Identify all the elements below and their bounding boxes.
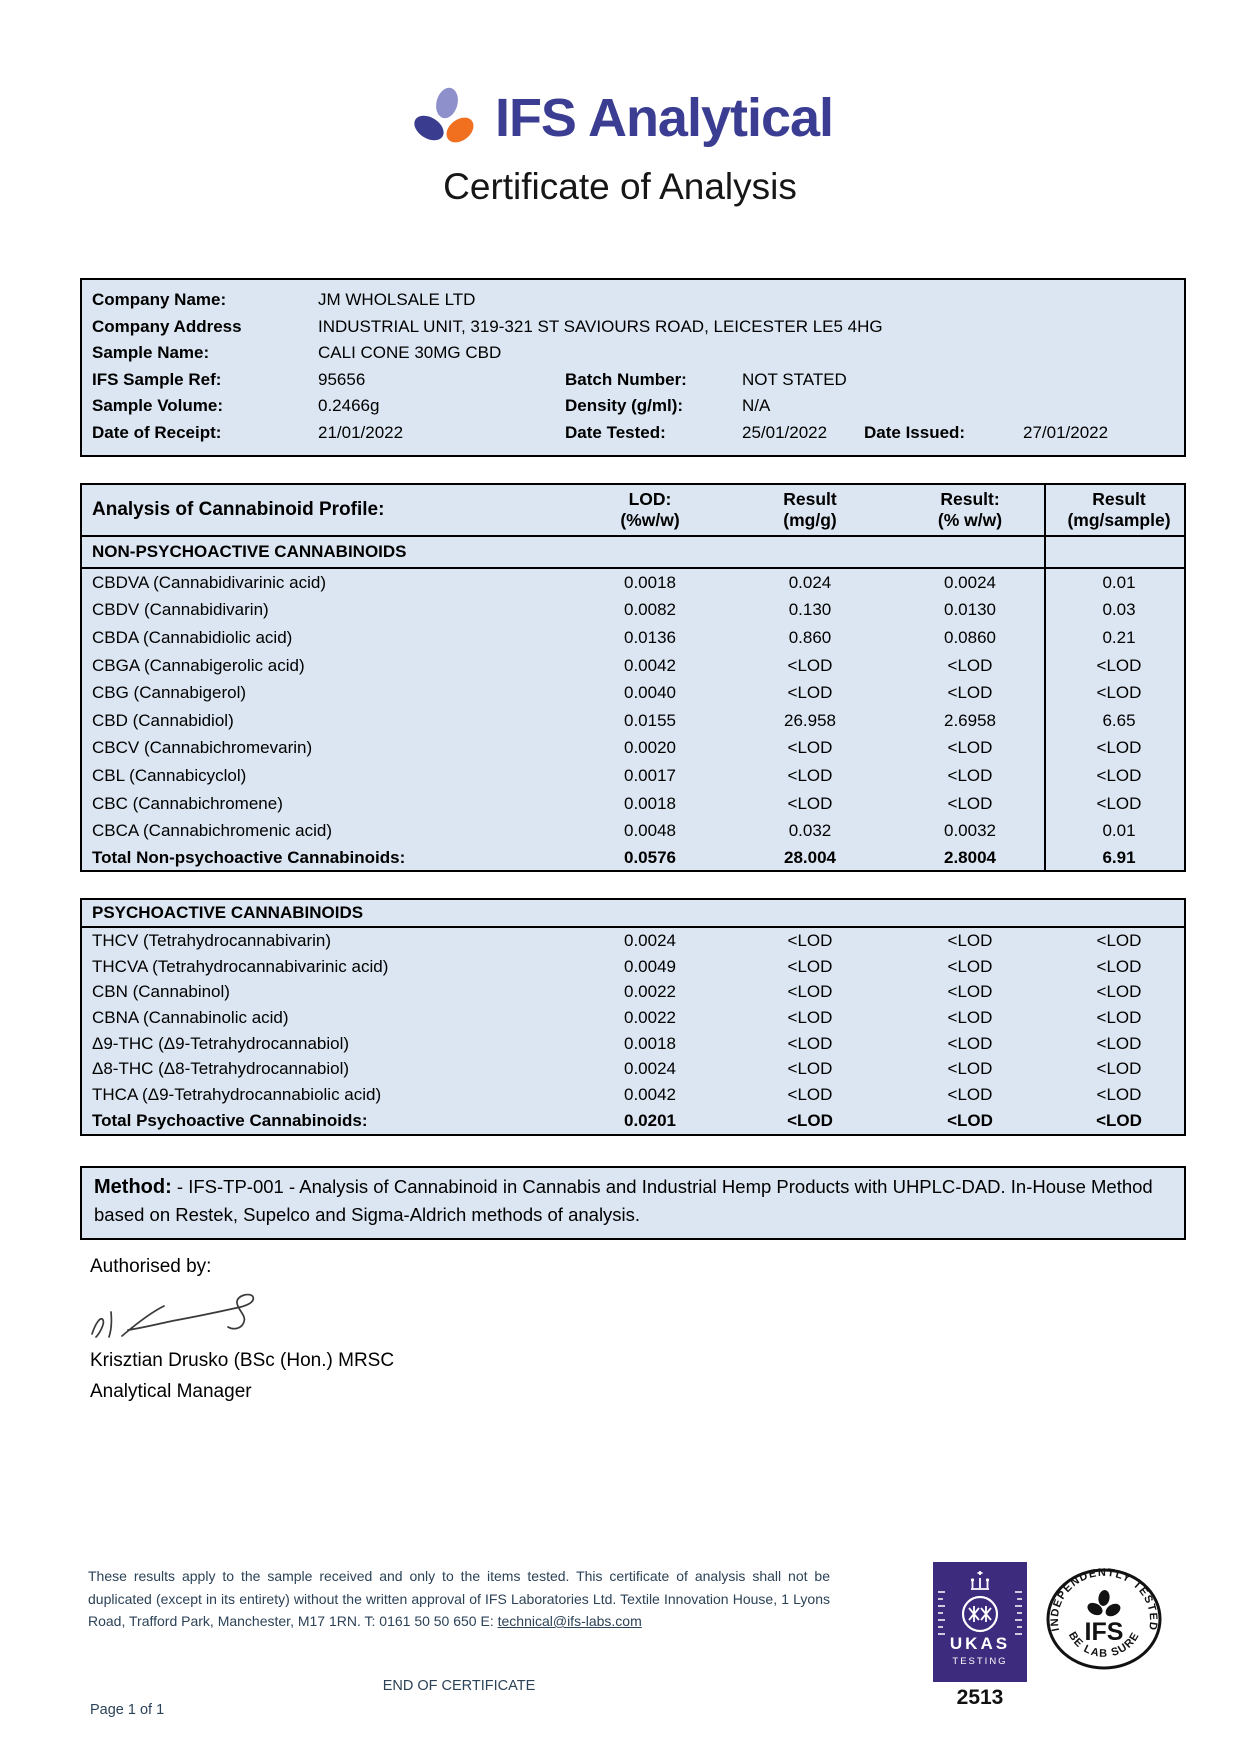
analyte-name: CBN (Cannabinol) [92, 982, 230, 1002]
analyte-value: 0.01 [1102, 821, 1136, 841]
table-row [82, 979, 1184, 1005]
analyte-value: <LOD [1096, 793, 1142, 813]
brand-logo [0, 86, 1240, 150]
analyte-value: 2.6958 [944, 710, 996, 730]
analyte-value: 0.0082 [624, 600, 676, 620]
analyte-value: <LOD [947, 738, 993, 758]
table-body [82, 569, 1184, 872]
info-value: 25/01/2022 [742, 422, 828, 442]
analyte-name: Total Psychoactive Cannabinoids: [92, 1111, 368, 1131]
analyte-name: Δ9-THC (Δ9-Tetrahydrocannabiol) [92, 1033, 350, 1053]
total-row [82, 845, 1184, 872]
analyte-value: <LOD [787, 683, 833, 703]
analyte-value: 0.130 [788, 600, 832, 620]
authorised-by-label: Authorised by: [90, 1256, 212, 1277]
table-body [82, 928, 1184, 1135]
analyte-value: <LOD [947, 765, 993, 785]
analyte-value: 0.21 [1102, 627, 1136, 647]
section-header-nonpsychoactive: NON-PSYCHOACTIVE CANNABINOIDS [82, 537, 1184, 569]
analyte-value: <LOD [1096, 1033, 1142, 1053]
column-header-pct-ww: Result: (% w/w) [937, 489, 1003, 530]
method-label: Method: [94, 1176, 172, 1198]
info-label: IFS Sample Ref: [92, 369, 222, 389]
table-row [82, 707, 1184, 735]
analyte-name: Total Non-psychoactive Cannabinoids: [92, 848, 406, 868]
email-link[interactable]: technical@ifs-labs.com [497, 1613, 642, 1629]
analyte-value: 0.0130 [944, 600, 996, 620]
signatory-role: Analytical Manager [90, 1381, 252, 1402]
analyte-value: 0.0201 [624, 1111, 676, 1131]
info-value: 0.2466g [318, 396, 380, 415]
analyte-value: 0.0024 [624, 1059, 676, 1079]
analyte-value: 0.0017 [624, 765, 676, 785]
page-number: Page 1 of 1 [90, 1702, 165, 1718]
info-row [92, 367, 1184, 394]
analyte-value: <LOD [947, 1007, 993, 1027]
table-row [82, 1005, 1184, 1031]
analyte-value: 0.0136 [624, 627, 676, 647]
analyte-value: <LOD [947, 655, 993, 675]
table-row [82, 762, 1184, 790]
analyte-value: <LOD [947, 1084, 993, 1104]
analyte-value: 0.0024 [624, 930, 676, 950]
sample-info-panel [80, 278, 1186, 457]
table-row [82, 1056, 1184, 1082]
column-header-mg-sample: Result (mg/sample) [1067, 489, 1171, 530]
analyte-value: 0.0024 [944, 572, 996, 592]
method-panel [80, 1166, 1186, 1240]
end-of-certificate-label: END OF CERTIFICATE [382, 1678, 536, 1694]
ukas-sub-label: TESTING [952, 1656, 1008, 1667]
analyte-value: <LOD [947, 1111, 993, 1131]
brand-name: IFS Analytical [494, 88, 834, 148]
info-row [92, 314, 1184, 341]
analyte-value: 0.0049 [624, 956, 676, 976]
info-row [92, 340, 1184, 367]
analyte-value: 0.0022 [624, 1007, 676, 1027]
analyte-value: <LOD [1096, 982, 1142, 1002]
info-label: Date Tested: [565, 422, 666, 442]
analyte-value: <LOD [1096, 1059, 1142, 1079]
analyte-value: <LOD [1096, 1111, 1142, 1131]
table-row [82, 597, 1184, 625]
info-value: INDUSTRIAL UNIT, 319-321 ST SAVIOURS ROAD, LEICESTER LE5 4HG [318, 316, 883, 336]
table-header-row [82, 485, 1184, 537]
document-title: Certificate of Analysis [443, 166, 797, 207]
analyte-name: CBG (Cannabigerol) [92, 683, 247, 703]
signature-image [84, 1284, 269, 1344]
section-header-psychoactive: PSYCHOACTIVE CANNABINOIDS [82, 900, 1184, 928]
info-value: N/A [742, 396, 771, 415]
table-row [82, 569, 1184, 597]
column-header-mg-g: Result (mg/g) [783, 489, 837, 530]
analyte-value: 26.958 [784, 710, 836, 730]
info-value: 21/01/2022 [318, 422, 404, 442]
analyte-value: 0.0042 [624, 1084, 676, 1104]
analyte-name: CBDA (Cannabidiolic acid) [92, 627, 293, 647]
info-value: JM WHOLSALE LTD [318, 290, 476, 309]
analyte-value: <LOD [787, 738, 833, 758]
info-label: Date Issued: [864, 422, 966, 442]
table-title: Analysis of Cannabinoid Profile: [92, 499, 385, 520]
info-row [92, 420, 1184, 447]
ifs-independently-tested-stamp [1045, 1567, 1163, 1671]
analyte-name: THCV (Tetrahydrocannabivarin) [92, 930, 332, 950]
analyte-name: CBL (Cannabicyclol) [92, 765, 247, 785]
analyte-value: 0.0040 [624, 683, 676, 703]
analyte-value: <LOD [1096, 1084, 1142, 1104]
analyte-value: 6.91 [1102, 848, 1136, 868]
analyte-name: CBD (Cannabidiol) [92, 710, 234, 730]
info-value: NOT STATED [742, 369, 847, 389]
analyte-name: CBNA (Cannabinolic acid) [92, 1007, 289, 1027]
analyte-value: 6.65 [1102, 710, 1136, 730]
table-nonpsychoactive-cannabinoids [80, 483, 1186, 872]
analyte-value: <LOD [787, 1033, 833, 1053]
info-label: Company Address [92, 316, 242, 336]
analyte-value: 0.0576 [624, 848, 676, 868]
analyte-value: 0.0018 [624, 1033, 676, 1053]
analyte-value: <LOD [1096, 765, 1142, 785]
analyte-value: 0.0032 [944, 821, 996, 841]
stamp-top-text: INDEPENDENTLY TESTED [1048, 1567, 1160, 1633]
total-row [82, 1108, 1184, 1135]
table-row [82, 817, 1184, 845]
info-value: 27/01/2022 [1023, 422, 1109, 442]
table-row [82, 679, 1184, 707]
analyte-value: <LOD [787, 982, 833, 1002]
analyte-value: <LOD [947, 1033, 993, 1053]
signatory-name: Krisztian Drusko (BSc (Hon.) MRSC [90, 1350, 395, 1371]
analyte-value: <LOD [1096, 738, 1142, 758]
analyte-value: <LOD [1096, 1007, 1142, 1027]
analyte-value: 0.0155 [624, 710, 676, 730]
info-value: CALI CONE 30MG CBD [318, 343, 502, 362]
analyte-value: 0.0020 [624, 738, 676, 758]
analyte-value: <LOD [947, 982, 993, 1002]
analyte-name: Δ8-THC (Δ8-Tetrahydrocannabiol) [92, 1059, 350, 1079]
analyte-name: CBGA (Cannabigerolic acid) [92, 655, 305, 675]
analyte-value: <LOD [1096, 655, 1142, 675]
table-row [82, 1031, 1184, 1057]
info-row [92, 393, 1184, 420]
column-header-lod: LOD: (%w/w) [620, 489, 680, 530]
analyte-value: 0.0048 [624, 821, 676, 841]
analyte-name: THCA (Δ9-Tetrahydrocannabiolic acid) [92, 1084, 382, 1104]
table-row [82, 735, 1184, 763]
analyte-value: <LOD [787, 1111, 833, 1131]
ukas-accreditation-number: 2513 [956, 1686, 1004, 1709]
ukas-label: UKAS [949, 1634, 1011, 1653]
table-row [82, 1082, 1184, 1108]
analyte-name: CBDV (Cannabidivarin) [92, 600, 269, 620]
analyte-name: CBC (Cannabichromene) [92, 793, 283, 813]
info-label: Date of Receipt: [92, 422, 222, 442]
analyte-value: <LOD [787, 765, 833, 785]
analyte-value: <LOD [947, 793, 993, 813]
analyte-value: <LOD [787, 793, 833, 813]
analyte-value: 2.8004 [944, 848, 996, 868]
analyte-value: 0.032 [788, 821, 832, 841]
analyte-name: CBCA (Cannabichromenic acid) [92, 821, 332, 841]
info-label: Batch Number: [565, 369, 687, 389]
analyte-value: 0.0022 [624, 982, 676, 1002]
analyte-value: 0.860 [788, 627, 832, 647]
analyte-value: 0.0018 [624, 793, 676, 813]
analyte-value: <LOD [787, 1084, 833, 1104]
analyte-value: <LOD [1096, 683, 1142, 703]
info-label: Sample Volume: [92, 396, 223, 415]
table-psychoactive-cannabinoids [80, 898, 1186, 1136]
analyte-value: <LOD [947, 930, 993, 950]
analyte-name: CBDVA (Cannabidivarinic acid) [92, 572, 327, 592]
analyte-value: <LOD [947, 1059, 993, 1079]
analyte-name: THCVA (Tetrahydrocannabivarinic acid) [92, 956, 389, 976]
stamp-bottom-text: BE LAB SURE [1065, 1629, 1143, 1660]
analyte-name: CBCV (Cannabichromevarin) [92, 738, 313, 758]
method-text: - IFS-TP-001 - Analysis of Cannabinoid in Cannabis and Industrial Hemp Products with UHPLC-DAD. In-House Method based on Restek, Supelco and Sigma-Aldrich methods of analysis. [94, 1176, 1153, 1225]
ifs-clover-icon [407, 86, 481, 150]
analyte-value: 0.024 [788, 572, 832, 592]
info-row [92, 287, 1184, 314]
analyte-value: 0.0042 [624, 655, 676, 675]
analyte-value: <LOD [787, 1007, 833, 1027]
analyte-value: <LOD [787, 930, 833, 950]
analyte-value: <LOD [787, 655, 833, 675]
analyte-value: 0.0860 [944, 627, 996, 647]
table-row [82, 954, 1184, 980]
analyte-value: <LOD [787, 1059, 833, 1079]
info-label: Sample Name: [92, 343, 210, 362]
analyte-value: <LOD [787, 956, 833, 976]
info-label: Company Name: [92, 290, 227, 309]
analyte-value: <LOD [947, 956, 993, 976]
table-row [82, 652, 1184, 680]
info-label: Density (g/ml): [565, 396, 684, 415]
table-row [82, 790, 1184, 818]
analyte-value: 28.004 [784, 848, 836, 868]
table-row [82, 624, 1184, 652]
analyte-value: <LOD [1096, 930, 1142, 950]
table-row [82, 928, 1184, 954]
analyte-value: 0.0018 [624, 572, 676, 592]
analyte-value: <LOD [947, 683, 993, 703]
info-value: 95656 [318, 369, 366, 389]
analyte-value: 0.01 [1102, 572, 1136, 592]
ukas-testing-logo [933, 1562, 1027, 1682]
disclaimer-text: These results apply to the sample received and only to the items tested. This certificate of analysis shall not be duplicated (except in its entirety) without the written approval of IFS Laboratories Ltd. Textile Innovation House, 1 Lyons Road, Trafford Park, Manchester, M17 1RN. T: 0161 50 50 650 E: technical@ifs-labs.com [88, 1568, 830, 1629]
analyte-value: 0.03 [1102, 600, 1136, 620]
analyte-value: <LOD [1096, 956, 1142, 976]
stamp-center-text: IFS [1084, 1618, 1124, 1646]
